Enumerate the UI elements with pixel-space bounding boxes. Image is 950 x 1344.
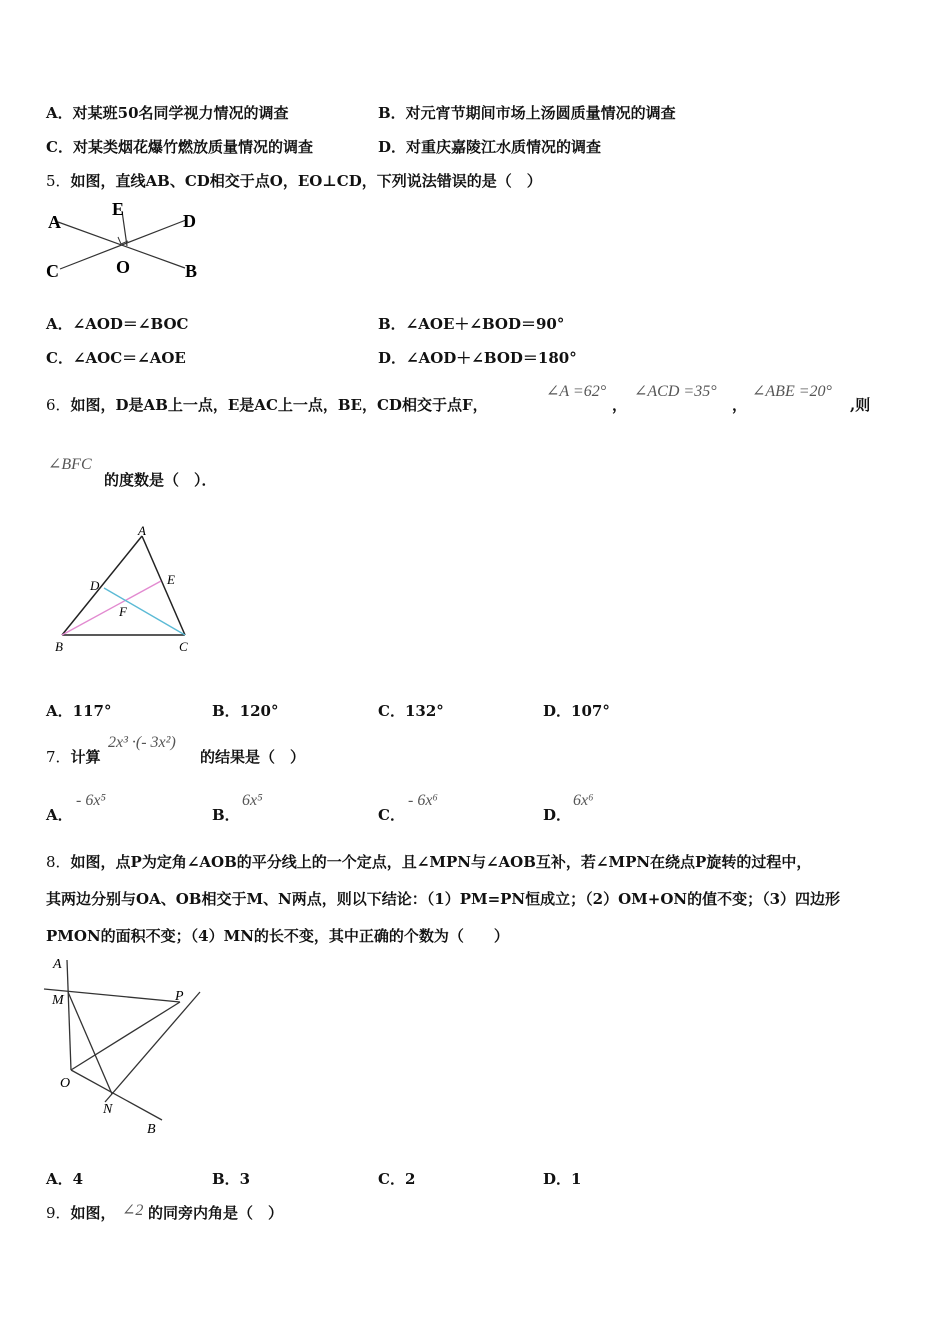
q6-option-c: C．132° xyxy=(378,702,444,720)
q6-tail: ,则 xyxy=(850,396,871,414)
q8-label-n: N xyxy=(103,1102,113,1117)
q6-segment-be xyxy=(62,581,161,635)
q5-label-o: O xyxy=(116,257,131,277)
q8-label-p: P xyxy=(175,989,184,1004)
q6-angle-a: ∠A =62° xyxy=(546,383,607,400)
q5-label-c: C xyxy=(46,261,59,281)
q9-question xyxy=(46,1202,116,1223)
q7-option-a-label: A． xyxy=(46,806,73,824)
q5-label-d: D xyxy=(183,211,196,231)
q6-stem: 如图，D是AB上一点，E是AC上一点，BE，CD相交于点F， xyxy=(70,396,488,414)
q5-option-a: A．∠AOD＝∠BOC xyxy=(46,315,189,333)
q8-ray-ob xyxy=(71,1070,162,1120)
q6-number: 6． xyxy=(46,396,71,414)
q8-label-b: B xyxy=(147,1122,156,1137)
q6-angle-acd: ∠ACD =35° xyxy=(634,383,717,400)
q8-stem-1: 如图，点P为定角∠AOB的平分线上的一个定点，且∠MPN与∠AOB互补，若∠MPN在绕点P旋转的过程中， xyxy=(70,853,812,871)
q8-ray-oa xyxy=(67,960,71,1070)
q8-option-b: B．3 xyxy=(212,1170,251,1188)
q6-label-c: C xyxy=(179,639,188,654)
q8-question-line-2: 其两边分别与OA、OB相交于M、N两点，则以下结论：（1）PM=PN恒成立；（2）OM+ON的值不变；（3）四边形 xyxy=(46,890,841,908)
q7-option-c-label: C． xyxy=(378,806,405,824)
q5-label-e: E xyxy=(112,199,125,219)
q7-question xyxy=(46,746,101,767)
q8-question-line-3: PMON的面积不变；（4）MN的长不变，其中正确的个数为（ ） xyxy=(46,927,509,945)
q4-option-d: D．对重庆嘉陵江水质情况的调查 xyxy=(378,138,602,156)
q8-figure xyxy=(40,950,215,1140)
q6-sep-2: ， xyxy=(732,396,748,414)
q5-option-d: D．∠AOD＋∠BOD＝180° xyxy=(378,349,577,367)
q6-figure xyxy=(40,518,210,663)
q7-number: 7． xyxy=(46,748,71,766)
q8-question-line-1 xyxy=(46,851,811,872)
q5-question xyxy=(46,170,542,191)
q6-label-a: A xyxy=(138,523,146,538)
q5-figure xyxy=(40,195,210,290)
q9-number: 9． xyxy=(46,1204,71,1222)
q7-stem: 计算 xyxy=(70,748,101,766)
q7-option-b-label: B． xyxy=(212,806,240,824)
q9-stem-1: 如图， xyxy=(70,1204,116,1222)
q8-line-pn xyxy=(105,992,200,1102)
q6-angle-abe: ∠ABE =20° xyxy=(752,383,832,400)
q6-option-b: B．120° xyxy=(212,702,279,720)
q6-label-b: B xyxy=(55,639,63,654)
q7-option-b: 6x⁵ xyxy=(242,792,263,809)
q6-angle-bfc: ∠BFC xyxy=(48,456,92,473)
q4-option-c: C．对某类烟花爆竹燃放质量情况的调查 xyxy=(46,138,313,156)
q5-label-a: A xyxy=(48,212,61,232)
q8-number: 8． xyxy=(46,853,71,871)
q7-option-d: 6x⁶ xyxy=(573,792,594,809)
q5-option-c: C．∠AOC＝∠AOE xyxy=(46,349,186,367)
q5-stem: 如图，直线AB、CD相交于点O，EO⊥CD，下列说法错误的是（ ） xyxy=(70,172,542,190)
q6-side-ab xyxy=(62,536,142,635)
q7-option-c: - 6x⁶ xyxy=(408,792,438,809)
q9-angle-2: ∠2 xyxy=(122,1202,144,1219)
q6-sep-1: ， xyxy=(612,396,628,414)
q6-label-f: F xyxy=(119,604,127,619)
q8-segment-mn xyxy=(68,992,112,1094)
q9-stem-2: 的同旁内角是（ ） xyxy=(148,1204,284,1222)
q6-option-d: D．107° xyxy=(543,702,610,720)
q6-stem-2: 的度数是（ ）． xyxy=(104,471,217,489)
q6-label-e: E xyxy=(167,572,175,587)
q6-question xyxy=(46,394,488,415)
q7-option-a: - 6x⁵ xyxy=(76,792,106,809)
q6-label-d: D xyxy=(90,578,100,593)
q7-stem-2: 的结果是（ ） xyxy=(200,748,306,766)
q8-line-mp xyxy=(44,989,180,1002)
q4-option-a: A．对某班50名同学视力情况的调查 xyxy=(46,104,289,122)
q8-option-a: A．4 xyxy=(46,1170,84,1188)
q6-side-ac xyxy=(142,536,185,635)
q5-number: 5． xyxy=(46,172,71,190)
q6-option-a: A．117° xyxy=(46,702,112,720)
q8-option-d: D．1 xyxy=(543,1170,582,1188)
q7-option-d-label: D． xyxy=(543,806,572,824)
q7-expression: 2x³ ·(- 3x²) xyxy=(108,734,176,751)
q5-option-b: B．∠AOE＋∠BOD＝90° xyxy=(378,315,565,333)
q6-segment-cd xyxy=(104,588,185,635)
q8-option-c: C．2 xyxy=(378,1170,416,1188)
q8-label-a: A xyxy=(53,957,62,972)
q4-option-b: B．对元宵节期间市场上汤圆质量情况的调查 xyxy=(378,104,676,122)
q8-label-m: M xyxy=(52,993,64,1008)
q5-label-b: B xyxy=(185,261,198,281)
q8-label-o: O xyxy=(60,1076,71,1091)
